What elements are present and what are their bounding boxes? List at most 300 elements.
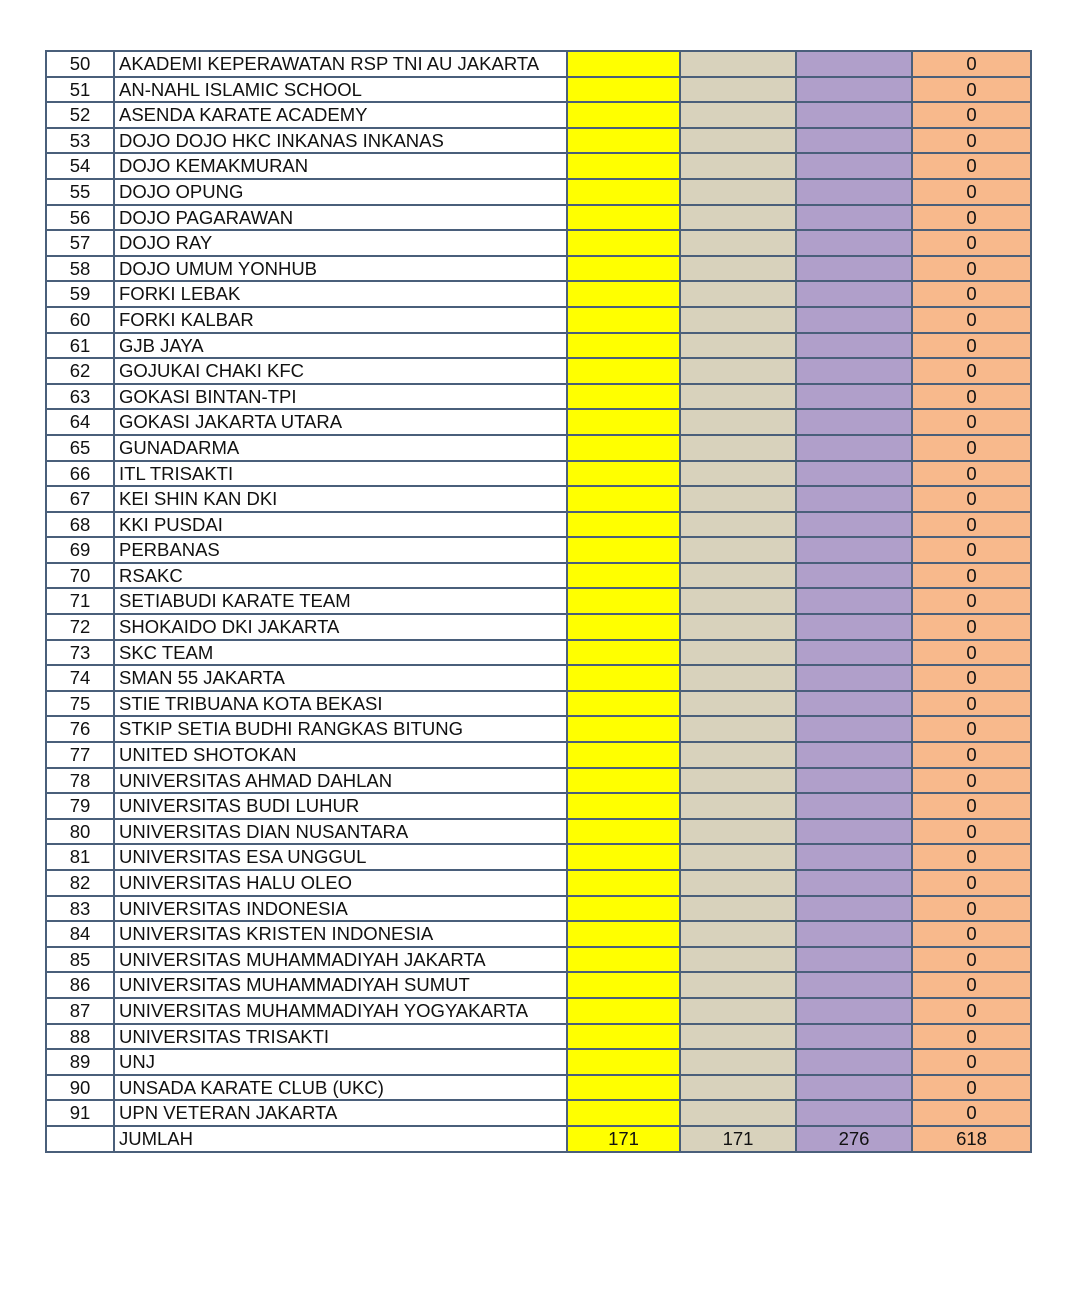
row-purple-cell: [796, 281, 912, 307]
row-club-name: SKC TEAM: [114, 640, 567, 666]
table-row: [46, 793, 1031, 819]
row-grey-cell: [680, 1100, 796, 1126]
row-number: 75: [46, 691, 114, 717]
row-club-name: UNIVERSITAS MUHAMMADIYAH JAKARTA: [114, 947, 567, 973]
totals-label: JUMLAH: [114, 1126, 567, 1152]
table-row: [46, 51, 1031, 77]
row-grey-cell: [680, 358, 796, 384]
row-grey-cell: [680, 921, 796, 947]
row-number: 56: [46, 205, 114, 231]
row-yellow-cell: [567, 205, 680, 231]
table-row: [46, 742, 1031, 768]
row-grey-cell: [680, 870, 796, 896]
row-number: 63: [46, 384, 114, 410]
row-yellow-cell: [567, 461, 680, 487]
row-purple-cell: [796, 844, 912, 870]
table-row: [46, 409, 1031, 435]
row-number: 62: [46, 358, 114, 384]
row-grey-cell: [680, 844, 796, 870]
row-number: 88: [46, 1024, 114, 1050]
row-number: 53: [46, 128, 114, 154]
totals-grey: 171: [680, 1126, 796, 1152]
row-club-name: GOKASI JAKARTA UTARA: [114, 409, 567, 435]
row-club-name: UNJ: [114, 1049, 567, 1075]
row-club-name: DOJO PAGARAWAN: [114, 205, 567, 231]
table-row: [46, 691, 1031, 717]
row-number: 82: [46, 870, 114, 896]
table-row: [46, 281, 1031, 307]
table-row: [46, 1075, 1031, 1101]
row-purple-cell: [796, 665, 912, 691]
row-club-name: DOJO DOJO HKC INKANAS INKANAS: [114, 128, 567, 154]
row-club-name: FORKI LEBAK: [114, 281, 567, 307]
row-purple-cell: [796, 333, 912, 359]
row-club-name: UPN VETERAN JAKARTA: [114, 1100, 567, 1126]
row-grey-cell: [680, 77, 796, 103]
row-club-name: SMAN 55 JAKARTA: [114, 665, 567, 691]
row-total: 0: [912, 230, 1031, 256]
table-row: [46, 1100, 1031, 1126]
row-purple-cell: [796, 896, 912, 922]
row-number: 84: [46, 921, 114, 947]
row-number: 58: [46, 256, 114, 282]
row-number: 51: [46, 77, 114, 103]
row-grey-cell: [680, 588, 796, 614]
row-club-name: AN-NAHL ISLAMIC SCHOOL: [114, 77, 567, 103]
row-total: 0: [912, 51, 1031, 77]
row-number: 90: [46, 1075, 114, 1101]
row-number: 80: [46, 819, 114, 845]
row-yellow-cell: [567, 665, 680, 691]
row-number: 70: [46, 563, 114, 589]
row-number: 65: [46, 435, 114, 461]
row-club-name: ASENDA KARATE ACADEMY: [114, 102, 567, 128]
totals-section: [46, 1126, 1031, 1152]
row-total: 0: [912, 947, 1031, 973]
table-row: [46, 128, 1031, 154]
row-total: 0: [912, 588, 1031, 614]
table-row: [46, 486, 1031, 512]
row-club-name: UNIVERSITAS KRISTEN INDONESIA: [114, 921, 567, 947]
row-total: 0: [912, 793, 1031, 819]
row-number: 67: [46, 486, 114, 512]
row-yellow-cell: [567, 435, 680, 461]
row-club-name: RSAKC: [114, 563, 567, 589]
table-body: [46, 51, 1031, 1126]
row-grey-cell: [680, 742, 796, 768]
table-row: [46, 921, 1031, 947]
row-total: 0: [912, 281, 1031, 307]
row-yellow-cell: [567, 614, 680, 640]
row-club-name: UNIVERSITAS HALU OLEO: [114, 870, 567, 896]
table-row: [46, 947, 1031, 973]
row-yellow-cell: [567, 742, 680, 768]
row-number: 91: [46, 1100, 114, 1126]
row-grey-cell: [680, 102, 796, 128]
row-grey-cell: [680, 256, 796, 282]
row-yellow-cell: [567, 972, 680, 998]
row-total: 0: [912, 77, 1031, 103]
row-total: 0: [912, 742, 1031, 768]
row-club-name: AKADEMI KEPERAWATAN RSP TNI AU JAKARTA: [114, 51, 567, 77]
row-total: 0: [912, 1024, 1031, 1050]
row-club-name: DOJO OPUNG: [114, 179, 567, 205]
row-grey-cell: [680, 205, 796, 231]
row-number: 64: [46, 409, 114, 435]
row-purple-cell: [796, 870, 912, 896]
row-purple-cell: [796, 793, 912, 819]
row-grey-cell: [680, 1049, 796, 1075]
table-row: [46, 665, 1031, 691]
row-purple-cell: [796, 819, 912, 845]
row-number: 69: [46, 537, 114, 563]
row-club-name: UNIVERSITAS BUDI LUHUR: [114, 793, 567, 819]
row-grey-cell: [680, 281, 796, 307]
row-club-name: UNIVERSITAS DIAN NUSANTARA: [114, 819, 567, 845]
row-grey-cell: [680, 614, 796, 640]
row-grey-cell: [680, 486, 796, 512]
row-yellow-cell: [567, 640, 680, 666]
row-grey-cell: [680, 768, 796, 794]
row-number: 78: [46, 768, 114, 794]
row-grey-cell: [680, 179, 796, 205]
row-yellow-cell: [567, 1024, 680, 1050]
row-yellow-cell: [567, 307, 680, 333]
row-total: 0: [912, 205, 1031, 231]
row-purple-cell: [796, 921, 912, 947]
row-purple-cell: [796, 77, 912, 103]
row-number: 77: [46, 742, 114, 768]
row-purple-cell: [796, 358, 912, 384]
row-yellow-cell: [567, 77, 680, 103]
row-yellow-cell: [567, 384, 680, 410]
row-total: 0: [912, 435, 1031, 461]
row-club-name: GOJUKAI CHAKI KFC: [114, 358, 567, 384]
row-grey-cell: [680, 691, 796, 717]
row-purple-cell: [796, 947, 912, 973]
row-grey-cell: [680, 793, 796, 819]
row-club-name: STKIP SETIA BUDHI RANGKAS BITUNG: [114, 716, 567, 742]
row-total: 0: [912, 307, 1031, 333]
row-purple-cell: [796, 998, 912, 1024]
row-grey-cell: [680, 640, 796, 666]
row-purple-cell: [796, 614, 912, 640]
row-total: 0: [912, 1100, 1031, 1126]
row-yellow-cell: [567, 998, 680, 1024]
row-yellow-cell: [567, 153, 680, 179]
row-club-name: UNIVERSITAS ESA UNGGUL: [114, 844, 567, 870]
row-number: 52: [46, 102, 114, 128]
row-total: 0: [912, 819, 1031, 845]
row-purple-cell: [796, 102, 912, 128]
table-row: [46, 256, 1031, 282]
row-total: 0: [912, 972, 1031, 998]
row-club-name: GJB JAYA: [114, 333, 567, 359]
row-total: 0: [912, 614, 1031, 640]
table-row: [46, 461, 1031, 487]
row-number: 74: [46, 665, 114, 691]
table-row: [46, 563, 1031, 589]
row-purple-cell: [796, 384, 912, 410]
row-club-name: DOJO KEMAKMURAN: [114, 153, 567, 179]
row-purple-cell: [796, 179, 912, 205]
row-number: 81: [46, 844, 114, 870]
table-row: [46, 588, 1031, 614]
row-yellow-cell: [567, 409, 680, 435]
row-total: 0: [912, 640, 1031, 666]
row-purple-cell: [796, 128, 912, 154]
row-yellow-cell: [567, 281, 680, 307]
row-club-name: SHOKAIDO DKI JAKARTA: [114, 614, 567, 640]
row-yellow-cell: [567, 179, 680, 205]
row-grey-cell: [680, 128, 796, 154]
row-total: 0: [912, 921, 1031, 947]
table-row: [46, 153, 1031, 179]
row-purple-cell: [796, 768, 912, 794]
row-total: 0: [912, 512, 1031, 538]
totals-purple: 276: [796, 1126, 912, 1152]
row-grey-cell: [680, 716, 796, 742]
row-number: 66: [46, 461, 114, 487]
row-yellow-cell: [567, 537, 680, 563]
row-number: 60: [46, 307, 114, 333]
row-club-name: UNIVERSITAS TRISAKTI: [114, 1024, 567, 1050]
row-purple-cell: [796, 1075, 912, 1101]
row-purple-cell: [796, 512, 912, 538]
row-total: 0: [912, 333, 1031, 359]
row-total: 0: [912, 844, 1031, 870]
row-yellow-cell: [567, 716, 680, 742]
row-yellow-cell: [567, 691, 680, 717]
row-grey-cell: [680, 307, 796, 333]
row-total: 0: [912, 102, 1031, 128]
row-grey-cell: [680, 1075, 796, 1101]
row-yellow-cell: [567, 921, 680, 947]
table-row: [46, 512, 1031, 538]
table-row: [46, 384, 1031, 410]
row-club-name: SETIABUDI KARATE TEAM: [114, 588, 567, 614]
row-club-name: KEI SHIN KAN DKI: [114, 486, 567, 512]
table-row: [46, 205, 1031, 231]
row-number: 54: [46, 153, 114, 179]
totals-row: [46, 1126, 1031, 1152]
row-yellow-cell: [567, 102, 680, 128]
table-row: [46, 614, 1031, 640]
table-row: [46, 1024, 1031, 1050]
totals-orange: 618: [912, 1126, 1031, 1152]
row-purple-cell: [796, 153, 912, 179]
row-yellow-cell: [567, 333, 680, 359]
row-total: 0: [912, 665, 1031, 691]
row-club-name: FORKI KALBAR: [114, 307, 567, 333]
row-club-name: UNIVERSITAS MUHAMMADIYAH YOGYAKARTA: [114, 998, 567, 1024]
row-club-name: PERBANAS: [114, 537, 567, 563]
row-grey-cell: [680, 896, 796, 922]
row-grey-cell: [680, 435, 796, 461]
table-row: [46, 640, 1031, 666]
row-purple-cell: [796, 409, 912, 435]
row-total: 0: [912, 896, 1031, 922]
row-total: 0: [912, 870, 1031, 896]
table-row: [46, 358, 1031, 384]
row-number: 71: [46, 588, 114, 614]
row-club-name: UNIVERSITAS AHMAD DAHLAN: [114, 768, 567, 794]
row-number: 55: [46, 179, 114, 205]
row-total: 0: [912, 1049, 1031, 1075]
row-total: 0: [912, 409, 1031, 435]
row-number: 68: [46, 512, 114, 538]
table-row: [46, 333, 1031, 359]
row-number: 86: [46, 972, 114, 998]
table-row: [46, 716, 1031, 742]
row-number: 85: [46, 947, 114, 973]
row-number: 73: [46, 640, 114, 666]
row-purple-cell: [796, 537, 912, 563]
row-purple-cell: [796, 435, 912, 461]
row-purple-cell: [796, 563, 912, 589]
table-row: [46, 102, 1031, 128]
table-row: [46, 972, 1031, 998]
row-grey-cell: [680, 665, 796, 691]
row-yellow-cell: [567, 1100, 680, 1126]
row-total: 0: [912, 358, 1031, 384]
row-total: 0: [912, 998, 1031, 1024]
row-grey-cell: [680, 972, 796, 998]
row-purple-cell: [796, 640, 912, 666]
row-total: 0: [912, 461, 1031, 487]
table-row: [46, 819, 1031, 845]
row-purple-cell: [796, 691, 912, 717]
row-number: 61: [46, 333, 114, 359]
row-grey-cell: [680, 51, 796, 77]
row-purple-cell: [796, 256, 912, 282]
table-row: [46, 537, 1031, 563]
row-number: 72: [46, 614, 114, 640]
row-purple-cell: [796, 1024, 912, 1050]
table-row: [46, 768, 1031, 794]
row-yellow-cell: [567, 870, 680, 896]
row-grey-cell: [680, 384, 796, 410]
row-club-name: UNIVERSITAS INDONESIA: [114, 896, 567, 922]
row-club-name: DOJO UMUM YONHUB: [114, 256, 567, 282]
table-row: [46, 844, 1031, 870]
row-total: 0: [912, 537, 1031, 563]
table-row: [46, 230, 1031, 256]
row-yellow-cell: [567, 358, 680, 384]
row-total: 0: [912, 691, 1031, 717]
row-purple-cell: [796, 230, 912, 256]
row-number: 50: [46, 51, 114, 77]
row-number: 87: [46, 998, 114, 1024]
row-yellow-cell: [567, 486, 680, 512]
row-purple-cell: [796, 716, 912, 742]
row-club-name: GUNADARMA: [114, 435, 567, 461]
row-yellow-cell: [567, 588, 680, 614]
row-club-name: GOKASI BINTAN-TPI: [114, 384, 567, 410]
row-total: 0: [912, 486, 1031, 512]
row-number: 57: [46, 230, 114, 256]
row-yellow-cell: [567, 128, 680, 154]
row-yellow-cell: [567, 563, 680, 589]
totals-yellow: 171: [567, 1126, 680, 1152]
row-grey-cell: [680, 230, 796, 256]
row-club-name: DOJO RAY: [114, 230, 567, 256]
row-grey-cell: [680, 819, 796, 845]
row-club-name: UNITED SHOTOKAN: [114, 742, 567, 768]
row-yellow-cell: [567, 230, 680, 256]
row-yellow-cell: [567, 1049, 680, 1075]
row-club-name: UNSADA KARATE CLUB (UKC): [114, 1075, 567, 1101]
row-grey-cell: [680, 409, 796, 435]
row-yellow-cell: [567, 51, 680, 77]
row-total: 0: [912, 128, 1031, 154]
table-row: [46, 870, 1031, 896]
row-total: 0: [912, 768, 1031, 794]
row-club-name: ITL TRISAKTI: [114, 461, 567, 487]
row-purple-cell: [796, 1100, 912, 1126]
row-grey-cell: [680, 1024, 796, 1050]
row-grey-cell: [680, 333, 796, 359]
row-yellow-cell: [567, 768, 680, 794]
table-row: [46, 307, 1031, 333]
row-number: 89: [46, 1049, 114, 1075]
row-grey-cell: [680, 153, 796, 179]
row-total: 0: [912, 384, 1031, 410]
row-total: 0: [912, 179, 1031, 205]
row-purple-cell: [796, 742, 912, 768]
row-total: 0: [912, 256, 1031, 282]
row-club-name: KKI PUSDAI: [114, 512, 567, 538]
row-purple-cell: [796, 461, 912, 487]
medal-tally-table: [45, 50, 1032, 1153]
row-grey-cell: [680, 512, 796, 538]
row-number: 76: [46, 716, 114, 742]
row-purple-cell: [796, 1049, 912, 1075]
row-yellow-cell: [567, 793, 680, 819]
row-club-name: STIE TRIBUANA KOTA BEKASI: [114, 691, 567, 717]
table-row: [46, 179, 1031, 205]
row-purple-cell: [796, 205, 912, 231]
row-number: 59: [46, 281, 114, 307]
row-yellow-cell: [567, 947, 680, 973]
row-grey-cell: [680, 563, 796, 589]
row-number: 83: [46, 896, 114, 922]
row-yellow-cell: [567, 512, 680, 538]
row-club-name: UNIVERSITAS MUHAMMADIYAH SUMUT: [114, 972, 567, 998]
totals-number-cell: [46, 1126, 114, 1152]
row-grey-cell: [680, 998, 796, 1024]
row-yellow-cell: [567, 256, 680, 282]
row-total: 0: [912, 1075, 1031, 1101]
row-yellow-cell: [567, 1075, 680, 1101]
row-yellow-cell: [567, 896, 680, 922]
row-purple-cell: [796, 307, 912, 333]
table-row: [46, 77, 1031, 103]
row-total: 0: [912, 716, 1031, 742]
row-purple-cell: [796, 486, 912, 512]
row-grey-cell: [680, 537, 796, 563]
row-purple-cell: [796, 972, 912, 998]
row-purple-cell: [796, 51, 912, 77]
table-row: [46, 998, 1031, 1024]
table-row: [46, 435, 1031, 461]
row-total: 0: [912, 153, 1031, 179]
row-purple-cell: [796, 588, 912, 614]
row-total: 0: [912, 563, 1031, 589]
row-yellow-cell: [567, 819, 680, 845]
table-row: [46, 896, 1031, 922]
row-grey-cell: [680, 947, 796, 973]
